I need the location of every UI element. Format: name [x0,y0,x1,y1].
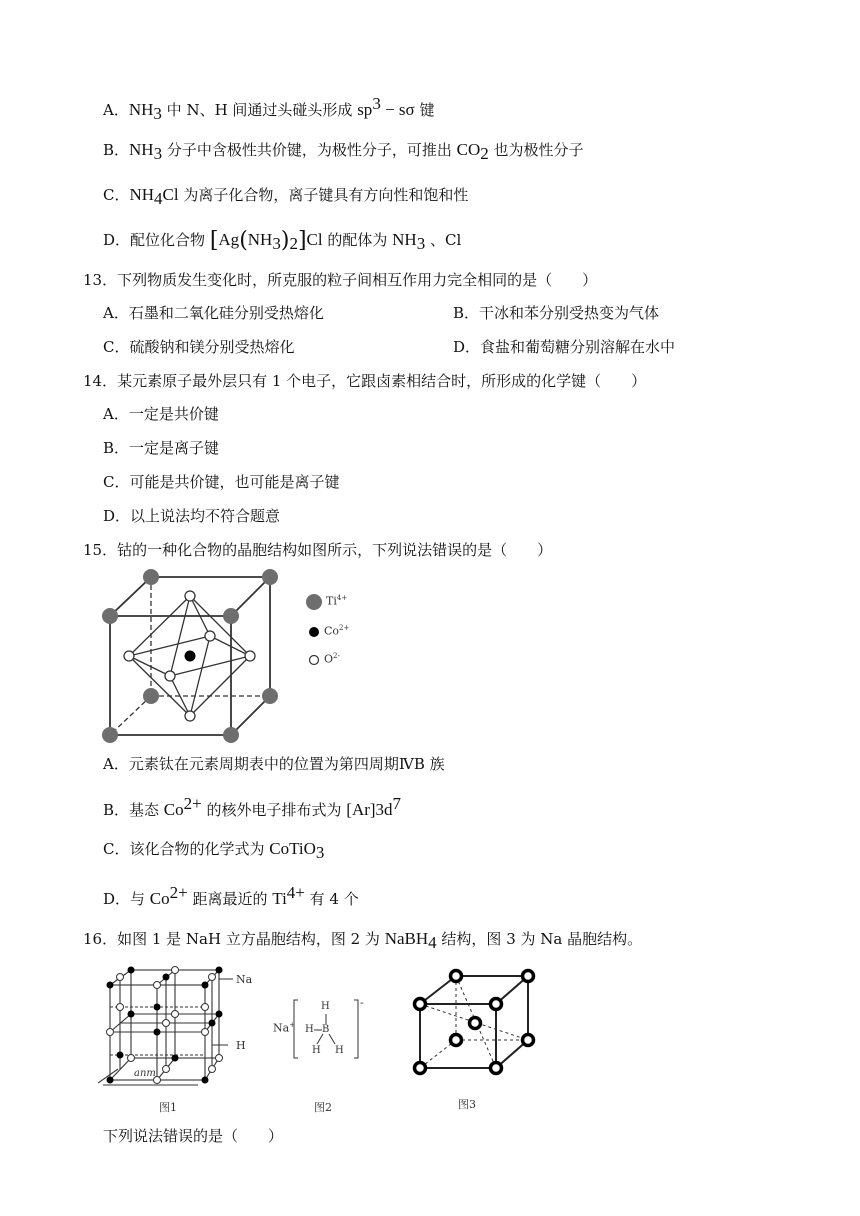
fig2-na: Na+ [273,1021,296,1035]
legend-o: $O^{2-}$ [324,652,340,666]
figure-2-caption: 图2 [314,1101,332,1114]
q13-stem: 13．下列物质发生变化时，所克服的粒子间相互作用力完全相同的是（ ） [83,271,598,289]
q12-option-d: D．配位化合物 $[Ag(NH_3)_2]Cl$ 的配体为 $NH_3$ 、Cl [103,228,462,253]
q15-option-d: D．与 $Co^{2+}$ 距离最近的 $Ti^{4+}$ 有 4 个 [103,883,359,908]
q15-option-a: A．元素钛在元素周期表中的位置为第四周期ⅣB 族 [103,755,445,773]
q15-crystal-figure [95,565,295,750]
q15-option-b: B．基态 $Co^{2+}$ 的核外电子排布式为 $[Ar]3d^7$ [103,794,402,819]
fig2-h-left: H [305,1024,314,1035]
figure-1-caption: 图1 [159,1101,177,1114]
q12-option-a: A．$NH_3$ 中 N、H 间通过头碰头形成 $sp^3 - s\sigma$ 键 [103,94,435,123]
q13-option-b: B．干冰和苯分别受热变为气体 [453,304,660,322]
legend-co: $Co^{2+}$ [324,624,350,638]
q14-option-c: C．可能是共价键，也可能是离子键 [103,473,340,491]
figure-3-caption: 图3 [458,1098,476,1111]
q12-option-b: B．$NH_3$ 分子中含极性共价键，为极性分子，可推出 $CO_2$ 也为极性分子 [103,140,584,163]
q14-option-b: B．一定是离子键 [103,439,220,457]
q14-stem: 14．某元素原子最外层只有 1 个电子，它跟卤素相结合时，所形成的化学键（ ） [83,372,647,390]
fig2-h-top: H [321,1001,330,1012]
legend-ti: $Ti^{4+}$ [326,594,348,608]
q13-option-a: A．石墨和二氧化硅分别受热熔化 [103,304,324,322]
q15-legend-markers [304,592,324,670]
q15-option-c: C．该化合物的化学式为 CoTiO$_3$ [103,839,325,862]
q13-option-c: C．硫酸钠和镁分别受热熔化 [103,338,295,356]
q15-stem: 15．钴的一种化合物的晶胞结构如图所示，下列说法错误的是（ ） [83,541,553,559]
fig1-dimension-label: anm [134,1068,156,1079]
fig2-h-bottom-left: H [312,1045,321,1056]
q12-option-c: C．$NH_4Cl$ 为离子化合物，离子键具有方向性和饱和性 [103,185,469,208]
figure-3-na-cell [410,968,540,1076]
figure-1-nah-cell [98,965,238,1090]
fig2-b: B [322,1024,330,1035]
fig2-minus: - [360,996,364,1009]
fig2-h-bottom-right: H [335,1045,344,1056]
q14-option-d: D．以上说法均不符合题意 [103,507,281,525]
q16-question: 下列说法错误的是（ ） [103,1127,284,1145]
q13-option-d: D．食盐和葡萄糖分别溶解在水中 [453,338,676,356]
fig1-na-label: Na [236,973,253,986]
fig1-h-label: H [236,1039,246,1052]
q14-option-a: A．一定是共价键 [103,405,219,423]
q16-stem: 16．如图 1 是 NaH 立方晶胞结构，图 2 为 NaBH$_4$ 结构，图 3 为 Na 晶胞结构。 [83,929,643,952]
